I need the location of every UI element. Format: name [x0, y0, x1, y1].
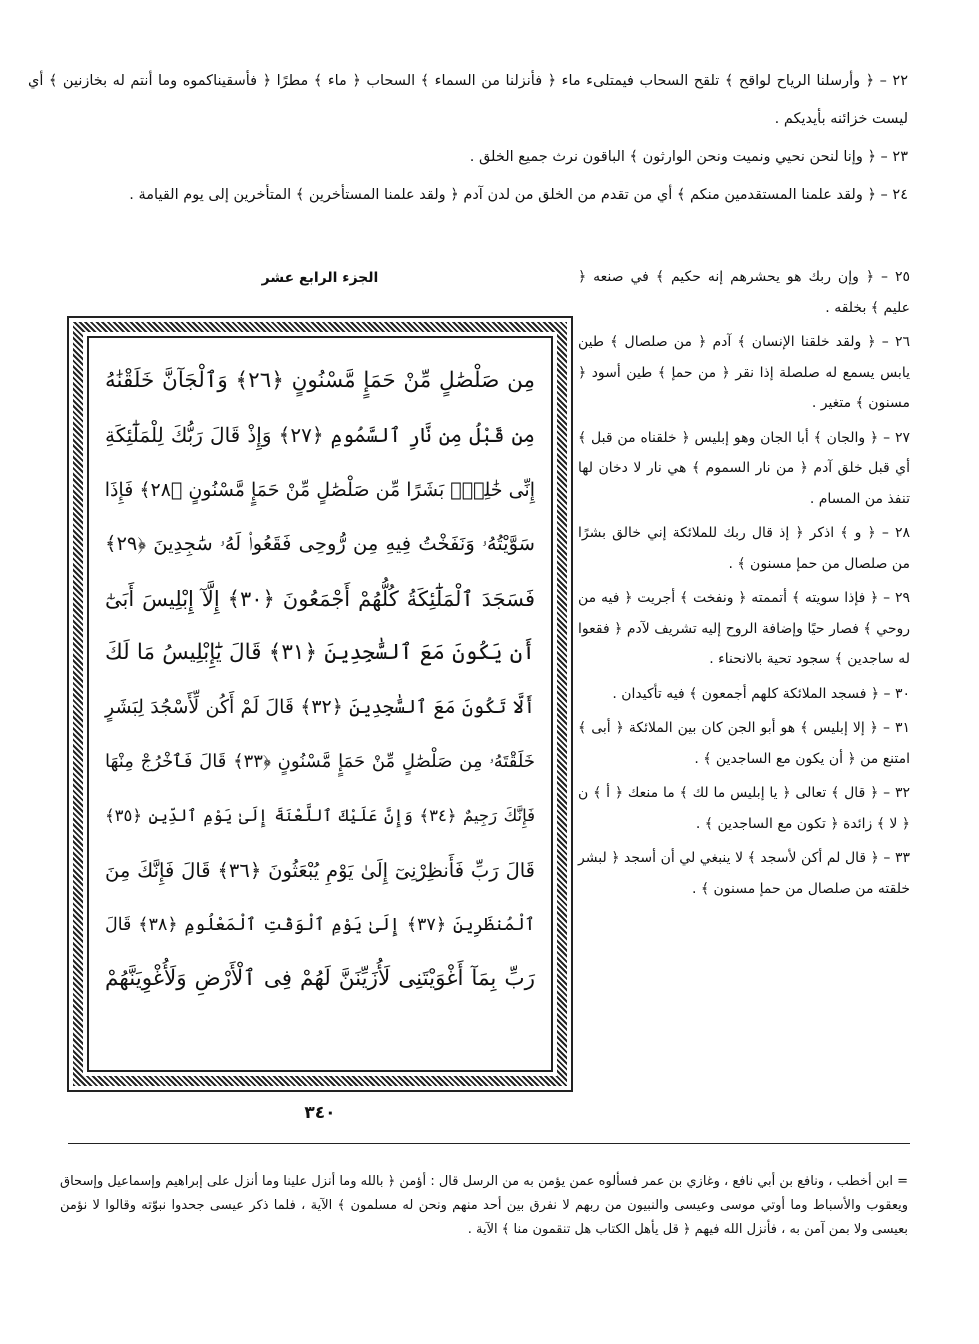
- mushaf-frame: [67, 316, 573, 1092]
- commentary-verse-22: ٢٢ – ﴿ وأرسلنا الرياح لواقح ﴾ تلقح السحاب فيمتلىء ماء ﴿ فأنزلنا من السماء ﴾ السحاب ﴿ ماء ﴾ مطرًا ﴿ فأسقيناكموه وما أنتم له بخازنين ﴾ أي ليست خزائنه بأيديكم .: [28, 73, 908, 127]
- commentary-verse-28: ٢٨ – ﴿ و ﴾ اذكر ﴿ إذ قال ربك للملائكة إني خالق بشرًا من صلصال من حمإ مسنون ﴾ .: [578, 525, 910, 572]
- footnote: [60, 1170, 908, 1242]
- footnote-text: = ابن أخطب ، ونافع بن أبي نافع ، وغازي بن عمر فسألوه عمن يؤمن به من الرسل قال : أؤمن ﴿ بالله وما أنزل علينا وما أنزل على إبراهيم وإسماعيل وإسحاق ويعقوب والأسباط وما أوتي موسى وعيسى والنبيون من ربهم لا نفرق بين أحد منهم ونحن له مسلمون ﴾ الآية ، فلما ذكر عيسى جحدوا نبوّته وقالوا لا نؤمن بعيسى ولا بمن آمن به ، فأنزل الله فيهم ﴿ قل يأهل الكتاب هل تنقمون منا ﴾ الآية .: [60, 1174, 908, 1237]
- commentary-verse-24: ٢٤ – ﴿ ولقد علمنا المستقدمين منكم ﴾ أي من تقدم من الخلق من لدن آدم ﴿ ولقد علمنا المستأخرين ﴾ المتأخرين إلى يوم القيامة .: [129, 187, 908, 203]
- page-number: ٣٤٠: [304, 1103, 336, 1123]
- commentary-verse-27: ٢٧ – ﴿ والجان ﴾ أبا الجان وهو إبليس ﴿ خلقناه من قبل ﴾ أي قبل خلق آدم ﴿ من نار السموم ﴾ هي نار لا دخان لها تنفذ من المسام .: [578, 429, 910, 507]
- quran-line: خَلَقْتَهُۥ مِن صَلْصَٰلٍ مِّنْ حَمَإٍ مَّسْنُونٍ ﴿٣٣﴾ قَالَ فَٱخْرُجْ مِنْهَا: [105, 750, 535, 772]
- quran-line: أَن يَكُونَ مَعَ ٱلسَّٰجِدِينَ ﴿٣١﴾ قَالَ يَٰٓإِبْلِيسُ مَا لَكَ: [105, 640, 536, 666]
- quran-line: إِنِّى خَٰلِقٌۢ بَشَرًا مِّن صَلْصَٰلٍ مِّنْ حَمَإٍ مَّسْنُونٍ ﴿٢٨﴾ فَإِذَا: [104, 478, 535, 501]
- juz-heading: الجزء الرابع عشر: [261, 270, 379, 286]
- quran-line: أَلَّا تَكُونَ مَعَ ٱلسَّٰجِدِينَ ﴿٣٢﴾ قَالَ لَمْ أَكُن لِّأَسْجُدَ لِبَشَرٍ: [105, 696, 535, 719]
- quran-line: مِن صَلْصَٰلٍ مِّنْ حَمَإٍ مَّسْنُونٍ ﴿٢٦﴾ وَٱلْجَآنَّ خَلَقْنَٰهُ: [105, 368, 535, 393]
- quran-line: رَبِّ بِمَآ أَغْوَيْتَنِى لَأُزَيِّنَنَّ لَهُمْ فِى ٱلْأَرْضِ وَلَأُغْوِيَنَّهُمْ: [105, 966, 535, 992]
- commentary-verse-33: ٣٣ – ﴿ قال لم أكن لأسجد ﴾ لا ينبغي لي أن أسجد ﴿ لبشر خلقته من صلصال من حمإ مسنون ﴾ .: [578, 850, 910, 897]
- quran-line: فَسَجَدَ ٱلْمَلَٰٓئِكَةُ كُلُّهُمْ أَجْمَعُونَ ﴿٣٠﴾ إِلَّآ إِبْلِيسَ أَبَىٰٓ: [105, 586, 535, 611]
- quran-text: [105, 354, 535, 1007]
- quran-line: ٱلْمُنظَرِينَ ﴿٣٧﴾ إِلَىٰ يَوْمِ ٱلْوَقْتِ ٱلْمَعْلُومِ ﴿٣٨﴾ قَالَ: [105, 915, 535, 936]
- quran-line: قَالَ رَبِّ فَأَنظِرْنِىٓ إِلَىٰ يَوْمِ يُبْعَثُونَ ﴿٣٦﴾ قَالَ فَإِنَّكَ مِنَ: [105, 858, 535, 882]
- quran-line: فَإِنَّكَ رَجِيمٌ ﴿٣٤﴾ وَإِنَّ عَلَيْكَ ٱللَّعْنَةَ إِلَىٰ يَوْمِ ٱلدِّينِ ﴿٣٥﴾: [105, 806, 535, 826]
- commentary-verse-26: ٢٦ – ﴿ ولقد خلقنا الإنسان ﴾ آدم ﴿ من صلصال ﴾ طين يابس يسمع له صلصلة إذا نقر ﴿ من حمإ ﴾ طين أسود ﴿ مسنون ﴾ متغير .: [578, 334, 910, 411]
- commentary-verse-31: ٣١ – ﴿ إلا إبليس ﴾ هو أبو الجن كان بين الملائكة ﴿ أبى ﴾ امتنع من ﴿ أن يكون مع الساجدين ﴾ .: [578, 720, 910, 767]
- commentary-verse-23: ٢٣ – ﴿ وإنا لنحن نحيي ونميت ونحن الوارثون ﴾ الباقون نرث جميع الخلق .: [469, 149, 908, 165]
- commentary-verse-32: ٣٢ – ﴿ قال ﴾ تعالى ﴿ يا إبليس ما لك ﴾ ما منعك ﴿ أ ﴾ ن ﴿ لا ﴾ زائدة ﴿ تكون مع الساجدين ﴾ .: [578, 785, 910, 832]
- commentary-verse-30: ٣٠ – ﴿ فسجد الملائكة كلهم أجمعون ﴾ فيه تأكيدان .: [612, 685, 910, 702]
- commentary-verse-25: ٢٥ – ﴿ وإن ربك هو يحشرهم إنه حكيم ﴾ في صنعه ﴿ عليم ﴾ بخلقه .: [578, 269, 910, 316]
- quran-line: سَوَّيْتُهُۥ وَنَفَخْتُ فِيهِ مِن رُّوحِى فَقَعُوا۟ لَهُۥ سَٰجِدِينَ ﴿٢٩﴾: [105, 532, 535, 556]
- commentary-top: [28, 62, 908, 214]
- commentary-verse-29: ٢٩ – ﴿ فإذا سويته ﴾ أتممته ﴿ ونفخت ﴾ أجريت ﴿ فيه من روحي ﴾ فصار حيًا وإضافة الروح إليه تشريف لآدم ﴿ فقعوا له ساجدين ﴾ سجود تحية بالانحناء .: [578, 590, 910, 667]
- quran-line: مِن قَبْلُ مِن نَّارِ ٱلسَّمُومِ ﴿٢٧﴾ وَإِذْ قَالَ رَبُّكَ لِلْمَلَٰٓئِكَةِ: [105, 423, 535, 448]
- footnote-divider: [68, 1143, 910, 1144]
- commentary-side: [578, 262, 910, 908]
